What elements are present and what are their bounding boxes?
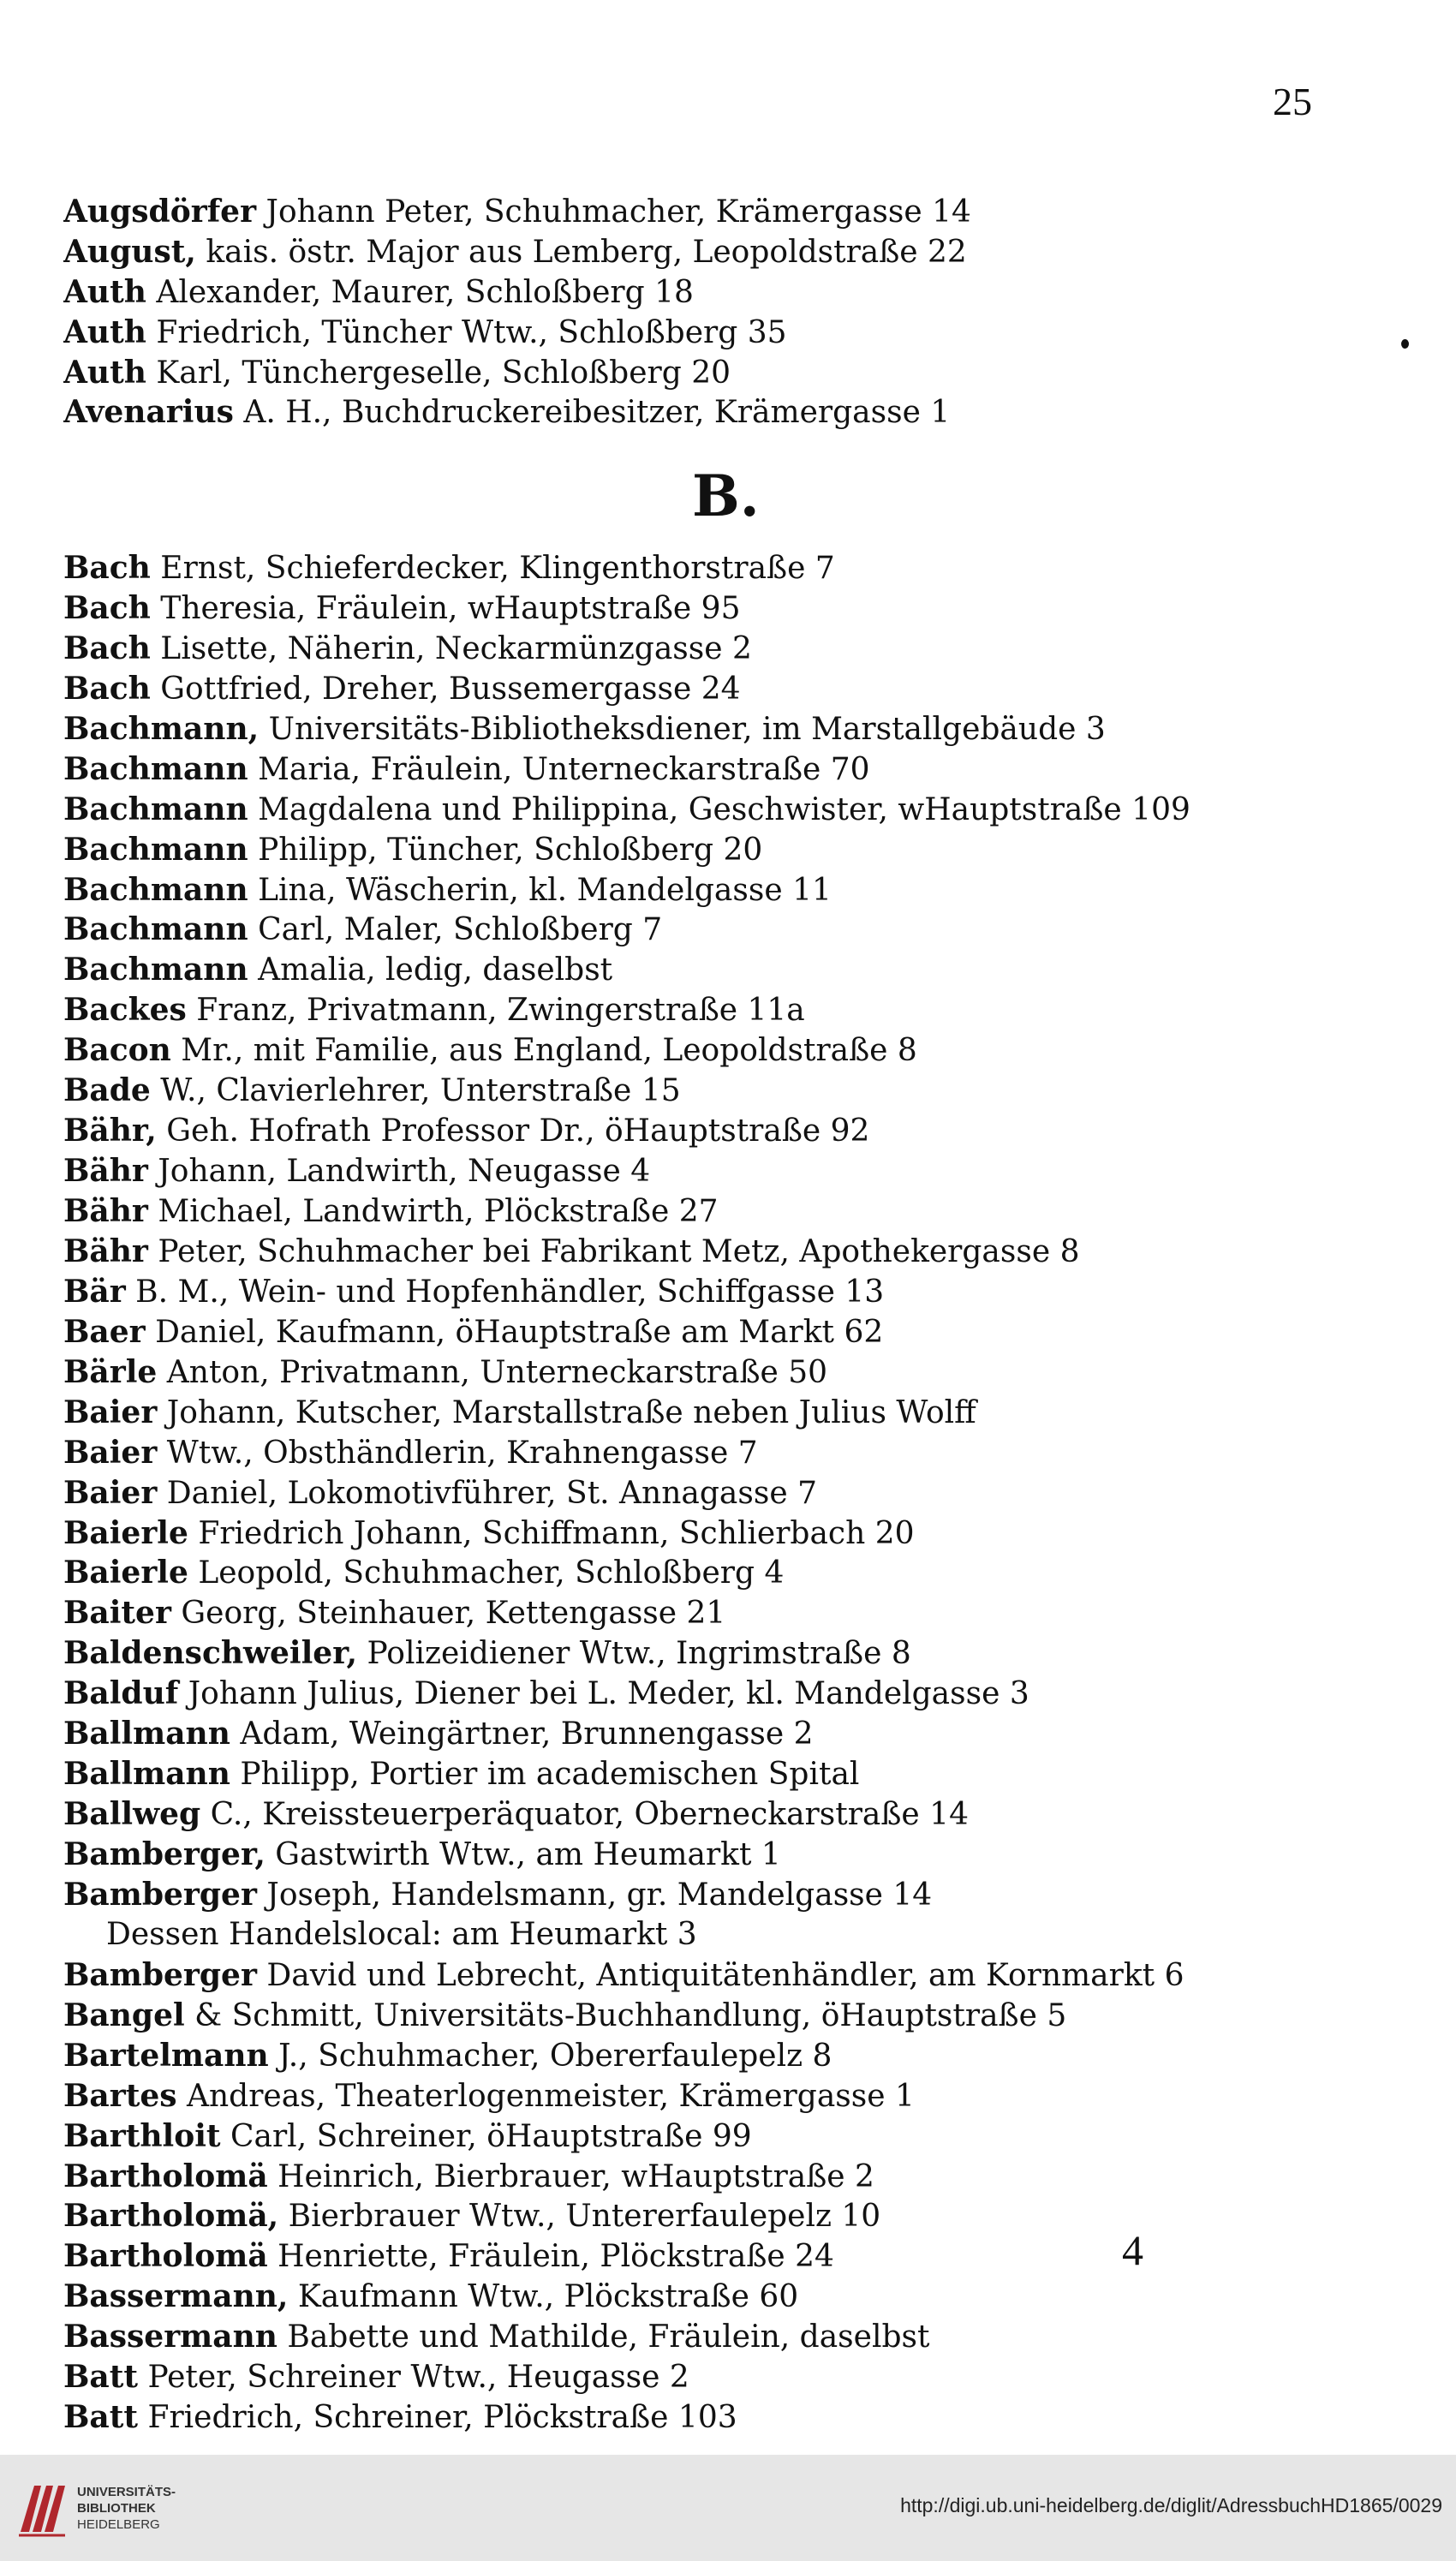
entry-surname: Bach xyxy=(63,550,151,586)
entry-details: Leopold, Schuhmacher, Schloßberg 4 xyxy=(188,1555,785,1591)
address-entry xyxy=(63,232,1297,272)
entry-details: Johann Peter, Schuhmacher, Krämergasse 14 xyxy=(256,194,971,230)
address-entry xyxy=(63,313,1297,353)
entry-details: Andreas, Theaterlogenmeister, Krämergasse 1 xyxy=(176,2078,915,2114)
address-entry xyxy=(63,950,1297,990)
address-entry xyxy=(63,629,1297,669)
entry-surname: Bamberger xyxy=(63,1876,257,1913)
address-entry xyxy=(63,2116,1297,2157)
address-entry xyxy=(63,272,1297,313)
entry-surname: Bassermann xyxy=(63,2319,277,2355)
entry-details: Philipp, Portier im academischen Spital xyxy=(230,1757,860,1793)
entry-details: Joseph, Handelsmann, gr. Mandelgasse 14 xyxy=(256,1877,933,1913)
entry-surname: Bär xyxy=(63,1273,126,1310)
address-entry xyxy=(63,1433,1297,1473)
entry-details: A. H., Buchdruckereibesitzer, Krämergasse 1 xyxy=(233,395,951,431)
entry-details: David und Lebrecht, Antiquitätenhändler, am Kornmarkt 6 xyxy=(256,1957,1184,1993)
entry-surname: Baiter xyxy=(63,1595,171,1632)
address-entry xyxy=(63,1714,1297,1754)
signature-mark: 4 xyxy=(1122,2226,1143,2274)
logo-line-2: BIBLIOTHEK xyxy=(77,2501,156,2516)
entry-surname: Baierle xyxy=(63,1514,188,1551)
address-entry xyxy=(63,353,1297,393)
address-entry xyxy=(63,1835,1297,1875)
entry-details: Heinrich, Bierbrauer, wHauptstraße 2 xyxy=(267,2158,874,2194)
entry-surname: Balduf xyxy=(63,1675,179,1712)
address-entry xyxy=(63,2397,1297,2438)
library-logo-text xyxy=(77,2484,176,2533)
entry-surname: Bärle xyxy=(63,1353,158,1390)
address-entry xyxy=(63,1513,1297,1554)
entry-details: & Schmitt, Universitäts-Buchhandlung, öHauptstraße 5 xyxy=(184,1997,1067,2033)
entry-details: Maria, Fräulein, Unterneckarstraße 70 xyxy=(248,751,870,787)
address-entry xyxy=(63,1393,1297,1433)
entry-details: Friedrich Johann, Schiffmann, Schlierbach 20 xyxy=(188,1515,915,1551)
entry-surname: Bachmann xyxy=(63,871,248,908)
address-entry xyxy=(63,2277,1297,2317)
entry-details: Wtw., Obsthändlerin, Krahnengasse 7 xyxy=(157,1435,758,1471)
entry-surname: Auth xyxy=(63,354,146,391)
section-heading: B. xyxy=(692,463,760,529)
ink-speck xyxy=(1401,339,1409,349)
entry-surname: Bähr, xyxy=(63,1113,157,1149)
address-entry xyxy=(63,1352,1297,1393)
address-entry xyxy=(63,1111,1297,1151)
address-entry xyxy=(63,1754,1297,1794)
entry-surname: Bade xyxy=(63,1072,151,1109)
entry-surname: Bach xyxy=(63,630,151,666)
entry-details: Daniel, Kaufmann, öHauptstraße am Markt 62 xyxy=(145,1314,884,1350)
entry-surname: Bamberger xyxy=(63,1956,257,1993)
address-entry xyxy=(63,1915,1297,1955)
entry-surname: Auth xyxy=(63,313,146,350)
entry-surname: Bangel xyxy=(63,1997,185,2033)
entry-surname: Bachmann xyxy=(63,831,248,868)
entry-details: Alexander, Maurer, Schloßberg 18 xyxy=(146,274,694,310)
entry-details: Polizeidiener Wtw., Ingrimstraße 8 xyxy=(357,1636,911,1672)
address-entry xyxy=(63,192,1297,232)
address-entry xyxy=(63,1996,1297,2036)
logo-line-3: HEIDELBERG xyxy=(77,2517,160,2532)
entry-surname: Baierle xyxy=(63,1555,188,1591)
address-entry xyxy=(63,1312,1297,1352)
entry-surname: Ballmann xyxy=(63,1756,230,1793)
entry-details: Theresia, Fräulein, wHauptstraße 95 xyxy=(150,590,741,626)
entry-surname: Avenarius xyxy=(63,394,234,431)
address-entry xyxy=(63,1071,1297,1111)
entry-details: Amalia, ledig, daselbst xyxy=(248,952,613,988)
entry-details: Lisette, Näherin, Neckarmünzgasse 2 xyxy=(150,630,752,666)
entry-surname: Bamberger, xyxy=(63,1836,266,1872)
entry-details: Babette und Mathilde, Fräulein, daselbst xyxy=(277,2319,930,2355)
entry-details: Daniel, Lokomotivführer, St. Annagasse 7 xyxy=(157,1475,817,1511)
entry-details: Friedrich, Schreiner, Plöckstraße 103 xyxy=(138,2400,737,2436)
entry-surname: Baier xyxy=(63,1394,158,1430)
address-entry xyxy=(63,2196,1297,2236)
entry-details: Peter, Schuhmacher bei Fabrikant Metz, Apothekergasse 8 xyxy=(147,1233,1080,1269)
entry-surname: Baer xyxy=(63,1313,146,1350)
address-entry xyxy=(63,2236,1297,2277)
entry-details: Karl, Tünchergeselle, Schloßberg 20 xyxy=(146,355,731,391)
address-entry xyxy=(63,1191,1297,1232)
entry-details: Lina, Wäscherin, kl. Mandelgasse 11 xyxy=(248,872,832,908)
entry-details: Adam, Weingärtner, Brunnengasse 2 xyxy=(230,1716,814,1752)
address-entry xyxy=(63,2157,1297,2197)
entry-surname: Baier xyxy=(63,1474,158,1511)
entry-details: Carl, Maler, Schloßberg 7 xyxy=(248,912,663,948)
address-entry xyxy=(63,2357,1297,2397)
address-entry xyxy=(63,749,1297,790)
address-entry xyxy=(63,1151,1297,1191)
entry-surname: Auth xyxy=(63,273,146,310)
entry-details: J., Schuhmacher, Obererfaulepelz 8 xyxy=(268,2038,832,2074)
entry-surname: Bachmann xyxy=(63,791,248,827)
address-entry xyxy=(63,1875,1297,1915)
entry-surname: Bartholomä xyxy=(63,2158,268,2194)
entry-details: Gottfried, Dreher, Bussemergasse 24 xyxy=(150,671,741,707)
entry-surname: Bähr xyxy=(63,1193,148,1229)
address-entry xyxy=(63,2076,1297,2116)
entry-details: B. M., Wein- und Hopfenhändler, Schiffgasse 13 xyxy=(125,1274,885,1310)
address-entry xyxy=(63,1473,1297,1513)
entry-details: Henriette, Fräulein, Plöckstraße 24 xyxy=(267,2239,834,2275)
address-entry xyxy=(63,1633,1297,1674)
entry-details: Gastwirth Wtw., am Heumarkt 1 xyxy=(265,1837,781,1872)
entry-surname: Barthloit xyxy=(63,2117,221,2154)
entry-details: W., Clavierlehrer, Unterstraße 15 xyxy=(150,1073,681,1109)
entry-details: Kaufmann Wtw., Plöckstraße 60 xyxy=(288,2279,799,2315)
address-entry xyxy=(63,1794,1297,1835)
entry-surname: Bartholomä xyxy=(63,2238,268,2275)
address-entry xyxy=(63,790,1297,830)
source-url-link[interactable]: http://digi.ub.uni-heidelberg.de/diglit/AdressbuchHD1865/0029 xyxy=(900,2494,1442,2516)
address-entry xyxy=(63,1232,1297,1272)
page-number: 25 xyxy=(1273,80,1312,123)
entry-surname: Bach xyxy=(63,670,151,707)
entry-details: Bierbrauer Wtw., Untererfaulepelz 10 xyxy=(278,2199,881,2235)
address-entry xyxy=(63,392,1297,433)
library-logo[interactable] xyxy=(15,2475,195,2544)
address-entry xyxy=(63,588,1297,629)
entry-surname: Bähr xyxy=(63,1153,148,1190)
address-entry xyxy=(63,1593,1297,1633)
entry-details: Franz, Privatmann, Zwingerstraße 11a xyxy=(186,993,805,1029)
entry-details: Friedrich, Tüncher Wtw., Schloßberg 35 xyxy=(146,314,787,350)
address-entry xyxy=(63,1674,1297,1714)
entry-surname: Bacon xyxy=(63,1032,171,1069)
viewer-footer xyxy=(0,2455,1456,2561)
entry-details: kais. östr. Major aus Lemberg, Leopoldstraße 22 xyxy=(195,234,967,270)
entry-surname: Baldenschweiler, xyxy=(63,1635,358,1672)
entry-surname: Bähr xyxy=(63,1233,148,1269)
entry-details: C., Kreissteuerperäquator, Oberneckarstraße 14 xyxy=(200,1797,969,1833)
entry-details: Michael, Landwirth, Plöckstraße 27 xyxy=(147,1194,719,1229)
logo-line-1: UNIVERSITÄTS- xyxy=(77,2485,176,2499)
entry-surname: Bachmann xyxy=(63,911,248,948)
entry-details: Universitäts-Bibliotheksdiener, im Marstallgebäude 3 xyxy=(259,711,1106,747)
address-list-a xyxy=(63,192,1297,433)
address-entry xyxy=(63,870,1297,910)
entry-details: Anton, Privatmann, Unterneckarstraße 50 xyxy=(157,1354,828,1390)
entry-details: Johann, Landwirth, Neugasse 4 xyxy=(147,1154,651,1190)
entry-surname: Bartholomä, xyxy=(63,2198,279,2235)
entry-details: Mr., mit Familie, aus England, Leopoldstraße 8 xyxy=(170,1033,917,1069)
entry-surname: Bachmann xyxy=(63,952,248,988)
address-entry xyxy=(63,669,1297,709)
entry-surname: Batt xyxy=(63,2359,139,2396)
entry-details: Magdalena und Philippina, Geschwister, wHauptstraße 109 xyxy=(248,791,1190,827)
entry-surname: Augsdörfer xyxy=(63,194,257,230)
address-entry xyxy=(63,910,1297,950)
address-entry xyxy=(63,990,1297,1030)
entry-details: Philipp, Tüncher, Schloßberg 20 xyxy=(248,832,763,868)
entry-surname: Ballweg xyxy=(63,1796,201,1833)
entry-details: Geh. Hofrath Professor Dr., öHauptstraße 92 xyxy=(156,1113,870,1149)
entry-details: Georg, Steinhauer, Kettengasse 21 xyxy=(170,1596,726,1632)
address-entry xyxy=(63,1553,1297,1593)
address-entry xyxy=(63,2317,1297,2357)
address-entry xyxy=(63,1030,1297,1071)
entry-surname: Bassermann, xyxy=(63,2278,289,2315)
address-entry xyxy=(63,2036,1297,2076)
entry-details: Johann, Kutscher, Marstallstraße neben Julius Wolff xyxy=(157,1394,976,1430)
address-entry xyxy=(63,1272,1297,1312)
address-list-b xyxy=(63,548,1297,2438)
entry-surname: Batt xyxy=(63,2399,139,2436)
entry-surname: Bachmann, xyxy=(63,710,260,747)
address-entry xyxy=(63,548,1297,588)
address-entry xyxy=(63,709,1297,749)
address-entry xyxy=(63,830,1297,870)
entry-details: Peter, Schreiner Wtw., Heugasse 2 xyxy=(138,2360,689,2396)
entry-details: Carl, Schreiner, öHauptstraße 99 xyxy=(220,2118,752,2154)
entry-surname: Bachmann xyxy=(63,750,248,787)
entry-details: Ernst, Schieferdecker, Klingenthorstraße 7 xyxy=(150,551,835,586)
entry-surname: Bartelmann xyxy=(63,2037,269,2074)
entry-surname: August, xyxy=(63,233,196,270)
entry-surname: Ballmann xyxy=(63,1716,230,1752)
entry-surname: Baier xyxy=(63,1434,158,1471)
entry-surname: Bartes xyxy=(63,2077,177,2114)
address-entry xyxy=(63,1955,1297,1996)
entry-details: Dessen Handelslocal: am Heumarkt 3 xyxy=(106,1916,697,1952)
library-logo-icon xyxy=(15,2479,69,2539)
entry-surname: Backes xyxy=(63,992,187,1029)
entry-details: Johann Julius, Diener bei L. Meder, kl. Mandelgasse 3 xyxy=(178,1676,1029,1712)
entry-surname: Bach xyxy=(63,589,151,626)
